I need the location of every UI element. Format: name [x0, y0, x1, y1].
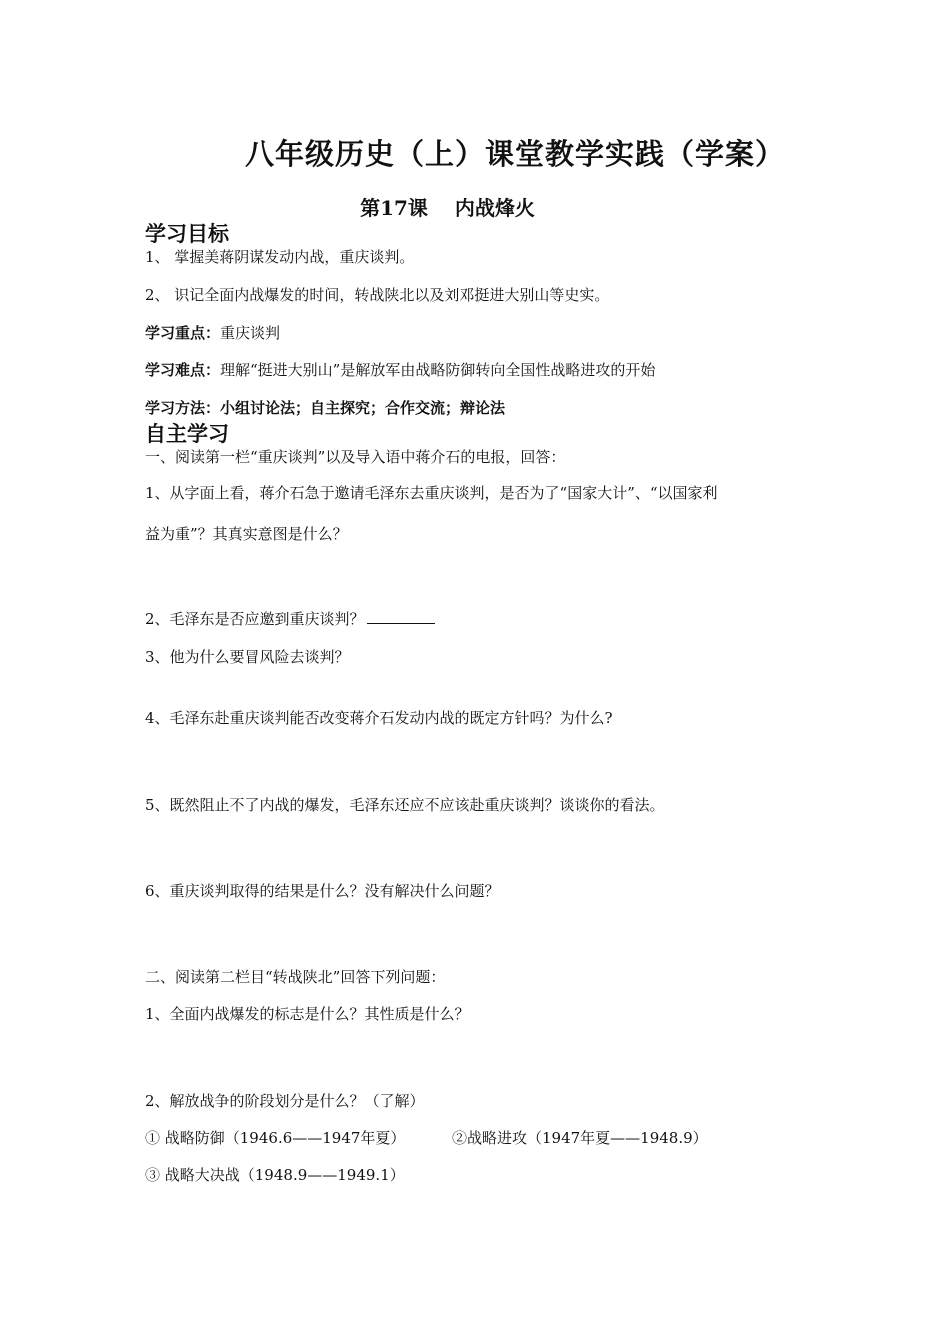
- question-2-text: 2、毛泽东是否应邀到重庆谈判？: [145, 610, 365, 628]
- stage-1: ① 战略防御（1946.6——1947年夏）: [145, 1129, 406, 1147]
- key-point-label: 学习重点：: [145, 324, 221, 342]
- question-6: 6、重庆谈判取得的结果是什么？没有解决什么问题？: [145, 882, 500, 900]
- stage-3: ③ 战略大决战（1948.9——1949.1）: [145, 1166, 405, 1184]
- question-4: 4、毛泽东赴重庆谈判能否改变蒋介石发动内战的既定方针吗？为什么?: [145, 709, 613, 727]
- part1-intro: 一、阅读第一栏“重庆谈判”以及导入语中蒋介石的电报，回答：: [145, 448, 566, 466]
- lesson-title: 第17课 内战烽火: [360, 196, 535, 220]
- question-5: 5、既然阻止不了内战的爆发，毛泽东还应不应该赴重庆谈判？谈谈你的看法。: [145, 796, 665, 814]
- key-point: [145, 322, 280, 343]
- part2-intro: 二、阅读第二栏目“转战陕北”回答下列问题：: [145, 968, 446, 986]
- self-study-heading: 自主学习: [145, 422, 229, 446]
- study-methods: 学习方法：小组讨论法；自主探究；合作交流；辩论法: [145, 399, 506, 417]
- question-3: 3、他为什么要冒风险去谈判？: [145, 648, 350, 666]
- objective-item: 2、 识记全面内战爆发的时间，转战陕北以及刘邓挺进大别山等史实。: [145, 286, 610, 304]
- answer-blank: [367, 609, 435, 624]
- question-1-line1: 1、从字面上看，蒋介石急于邀请毛泽东去重庆谈判，是否为了“国家大计”、“以国家利: [145, 484, 718, 502]
- objective-item: 1、 掌握美蒋阴谋发动内战，重庆谈判。: [145, 248, 415, 266]
- page-title: 八年级历史（上）课堂教学实践（学案）: [244, 137, 785, 171]
- difficulty-label: 学习难点：: [145, 361, 221, 379]
- question-1-line2: 益为重”？其真实意图是什么？: [145, 525, 348, 543]
- question-2: [145, 608, 435, 629]
- difficulty: [145, 359, 655, 380]
- part2-question-2: 2、解放战争的阶段划分是什么？（了解）: [145, 1092, 425, 1110]
- key-point-text: 重庆谈判: [220, 324, 281, 342]
- difficulty-text: 理解“挺进大别山”是解放军由战略防御转向全国性战略进攻的开始: [220, 361, 656, 379]
- stage-2: ②战略进攻（1947年夏——1948.9）: [452, 1129, 708, 1147]
- part2-question-1: 1、全面内战爆发的标志是什么？其性质是什么？: [145, 1005, 470, 1023]
- objectives-heading: 学习目标: [145, 222, 229, 246]
